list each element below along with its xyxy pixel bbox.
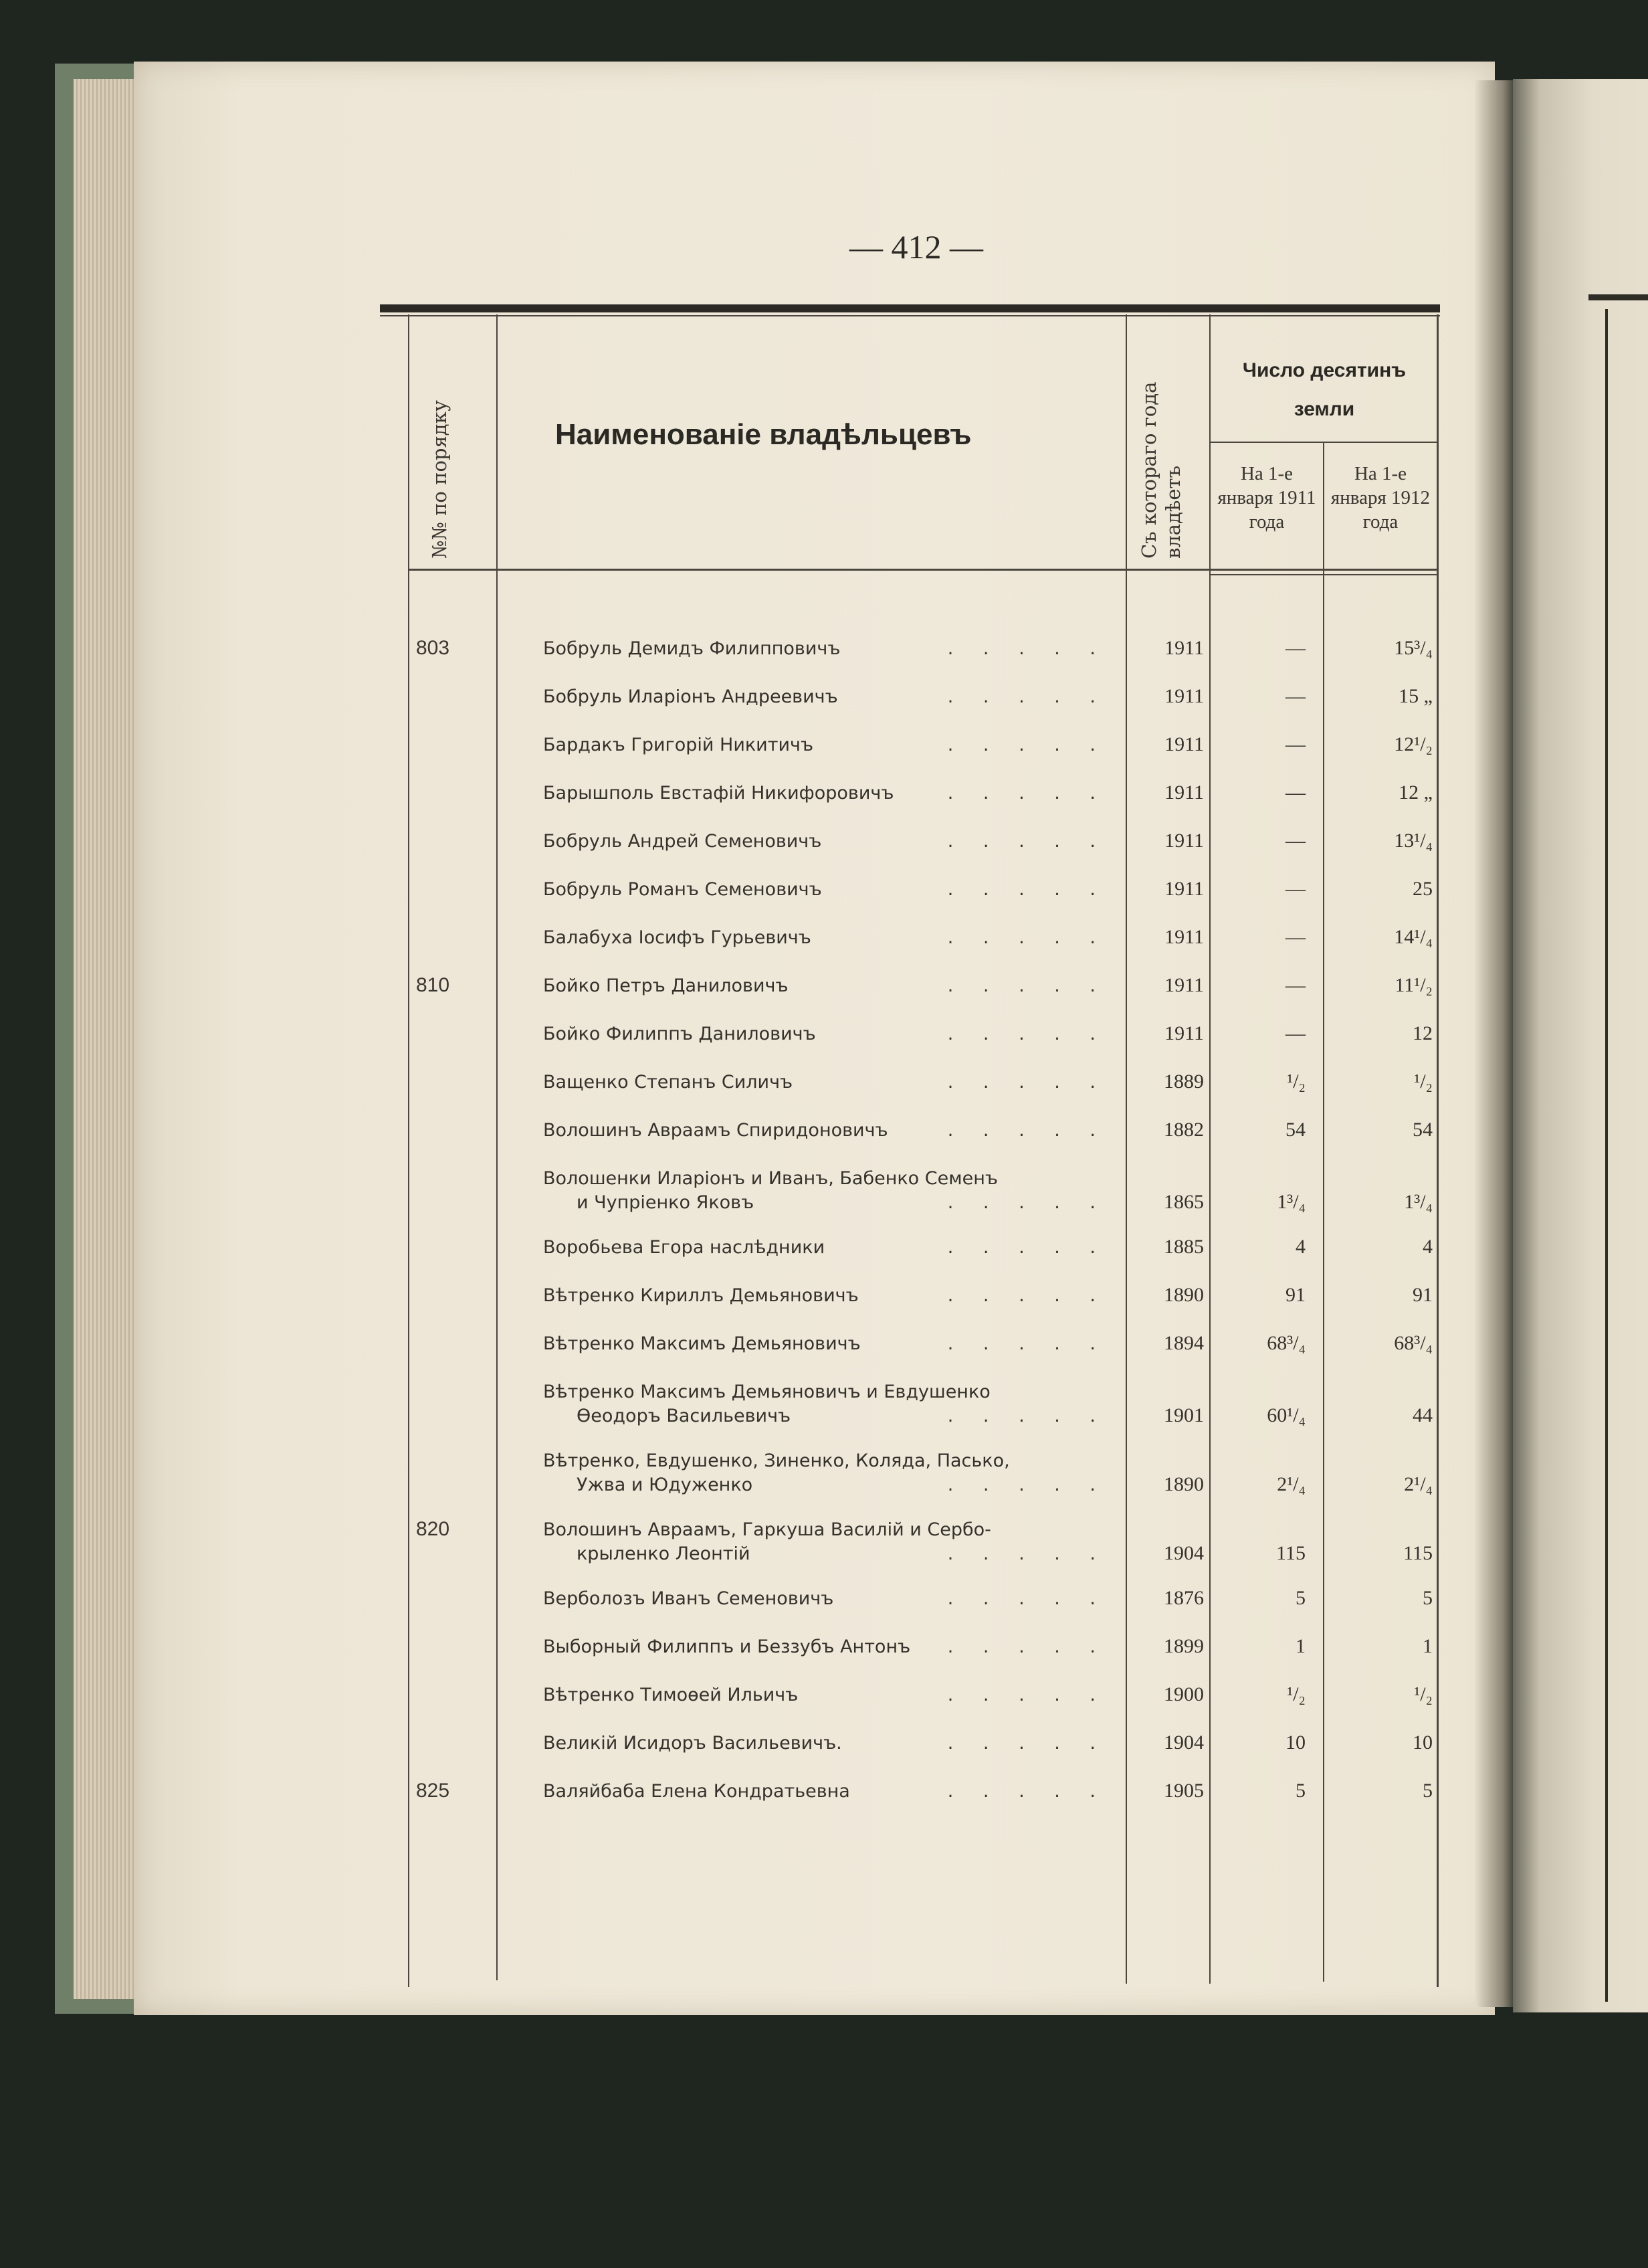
owner-name-line: Бобруль Романъ Семеновичъ — [543, 879, 822, 900]
row-land-1912: 5 — [1423, 1780, 1433, 1802]
row-since-year: 1911 — [1164, 830, 1204, 852]
row-since-year: 1899 — [1164, 1635, 1204, 1657]
row-owner-name — [543, 1380, 1120, 1428]
owner-name-line: Вѣтренко Максимъ Демьяновичъ — [543, 1333, 861, 1354]
owner-name-line: Валяйбаба Елена Кондратьевна — [543, 1781, 850, 1802]
row-owner-name — [543, 1731, 1120, 1756]
row-owner-name — [543, 1236, 1120, 1260]
row-owner-name — [543, 830, 1120, 854]
row-owner-name — [543, 1449, 1120, 1497]
owner-name-line: Воробьева Егора наслѣдники — [543, 1237, 825, 1258]
row-land-1912: 11¹/₂ — [1395, 974, 1433, 996]
row-owner-name — [543, 1070, 1120, 1095]
row-land-1912: 13¹/₄ — [1394, 830, 1433, 852]
row-land-1912: 12¹/₂ — [1394, 733, 1433, 755]
row-order-number: 825 — [416, 1780, 450, 1802]
owner-name-line: Ващенко Степанъ Силичъ — [543, 1072, 793, 1093]
leader-dots: . . . . . — [947, 686, 1108, 707]
row-land-1911: 5 — [1296, 1587, 1306, 1609]
row-land-1911: 115 — [1276, 1542, 1306, 1564]
row-land-1912: 44 — [1413, 1404, 1433, 1426]
row-land-1912: 12 — [1413, 1022, 1433, 1044]
leader-dots: . . . . . — [947, 783, 1108, 804]
row-owner-name — [543, 1587, 1120, 1611]
owner-name-line: Бойко Петръ Даниловичъ — [543, 975, 789, 996]
row-land-1912: ¹/₂ — [1414, 1683, 1433, 1705]
row-land-1912: 1 — [1423, 1635, 1433, 1657]
row-land-1911: 60¹/₄ — [1267, 1404, 1306, 1426]
table-top-rule — [380, 304, 1440, 312]
row-owner-name — [543, 1119, 1120, 1143]
leader-dots: . . . . . — [947, 1406, 1108, 1426]
owner-name-line-2: Ужва и Юдуженко — [577, 1475, 753, 1495]
owner-name-line-2: Ѳеодоръ Васильевичъ — [577, 1406, 791, 1426]
row-since-year: 1911 — [1164, 974, 1204, 996]
row-owner-name — [543, 1332, 1120, 1356]
leader-dots: . . . . . — [947, 1192, 1108, 1213]
row-since-year: 1900 — [1164, 1683, 1204, 1705]
leader-dots: . . . . . — [947, 1733, 1108, 1754]
row-land-1912: 25 — [1413, 878, 1433, 900]
leader-dots: . . . . . — [947, 1120, 1108, 1141]
row-land-1911: — — [1285, 781, 1306, 804]
owner-name-line: Волошинъ Авраамъ Спиридоновичъ — [543, 1120, 888, 1141]
leader-dots: . . . . . — [947, 1636, 1108, 1657]
leader-dots: . . . . . — [947, 1285, 1108, 1306]
leader-dots: . . . . . — [947, 1475, 1108, 1495]
leader-dots: . . . . . — [947, 975, 1108, 996]
row-land-1911: — — [1285, 878, 1306, 900]
row-land-1912: 14¹/₄ — [1394, 926, 1433, 948]
row-order-number: 803 — [416, 637, 450, 659]
leader-dots: . . . . . — [947, 927, 1108, 948]
row-land-1912: 10 — [1413, 1731, 1433, 1754]
row-order-number: 820 — [416, 1518, 450, 1540]
row-land-1911: — — [1285, 685, 1306, 707]
row-since-year: 1890 — [1164, 1473, 1204, 1495]
row-land-1911: 1³/₄ — [1277, 1191, 1306, 1213]
row-owner-name — [543, 974, 1120, 998]
owner-name-line: Вѣтренко Тимоѳей Ильичъ — [543, 1685, 799, 1705]
row-since-year: 1911 — [1164, 637, 1204, 659]
row-since-year: 1911 — [1164, 1022, 1204, 1044]
row-owner-name — [543, 1022, 1120, 1046]
row-since-year: 1865 — [1164, 1191, 1204, 1213]
header-owner-name: Наименованіе владѣльцевъ — [555, 418, 972, 451]
header-jan-1911: На 1-е января 1911 года — [1217, 463, 1316, 533]
leader-dots: . . . . . — [947, 1588, 1108, 1609]
row-land-1911: ¹/₂ — [1287, 1683, 1306, 1705]
owner-name-line: Балабуха Іосифъ Гурьевичъ — [543, 927, 811, 948]
header-bottom-rule — [408, 569, 1438, 571]
row-land-1911: 54 — [1285, 1119, 1306, 1141]
owner-name-line: Вѣтренко Максимъ Демьяновичъ и Евдушенко — [543, 1382, 991, 1402]
row-since-year: 1911 — [1164, 685, 1204, 707]
leader-dots: . . . . . — [947, 1781, 1108, 1802]
row-land-1911: — — [1285, 926, 1306, 948]
right-page-vline — [1605, 309, 1608, 2002]
owner-name-line: Барышполь Евстафій Никифоровичъ — [543, 783, 894, 804]
owner-name-line: Бобруль Иларіонъ Андреевичъ — [543, 686, 838, 707]
leader-dots: . . . . . — [947, 831, 1108, 852]
owner-name-line: Верболозъ Иванъ Семеновичъ — [543, 1588, 834, 1609]
row-since-year: 1890 — [1164, 1284, 1204, 1306]
row-land-1911: 1 — [1296, 1635, 1306, 1657]
table-top-rule-thin — [380, 315, 1440, 316]
leader-dots: . . . . . — [947, 1543, 1108, 1564]
row-since-year: 1889 — [1164, 1070, 1204, 1093]
row-owner-name — [543, 878, 1120, 902]
owner-name-line: Волошенки Иларіонъ и Иванъ, Бабенко Семенъ — [543, 1168, 998, 1189]
right-page-rule — [1588, 294, 1648, 300]
leader-dots: . . . . . — [947, 1685, 1108, 1705]
owner-name-line-2: и Чупріенко Яковъ — [577, 1192, 754, 1213]
column-divider — [1126, 314, 1127, 1984]
owner-name-line: Вѣтренко, Евдушенко, Зиненко, Коляда, Пасько, — [543, 1450, 1010, 1471]
row-since-year: 1911 — [1164, 926, 1204, 948]
owner-name-line: Великій Исидоръ Васильевичъ. — [543, 1733, 842, 1754]
row-since-year: 1882 — [1164, 1119, 1204, 1141]
row-land-1912: 2¹/₄ — [1404, 1473, 1433, 1495]
column-divider — [496, 314, 498, 1980]
owner-name-line: Бардакъ Григорій Никитичъ — [543, 735, 814, 755]
row-owner-name — [543, 1780, 1120, 1804]
row-owner-name — [543, 685, 1120, 709]
row-land-1911: ¹/₂ — [1287, 1070, 1306, 1093]
row-owner-name — [543, 1518, 1120, 1566]
owner-name-line: Бобруль Андрей Семеновичъ — [543, 831, 822, 852]
header-jan-1912: На 1-е января 1912 года — [1330, 463, 1431, 533]
row-since-year: 1876 — [1164, 1587, 1204, 1609]
row-land-1911: 91 — [1285, 1284, 1306, 1306]
row-land-1911: — — [1285, 733, 1306, 755]
owner-name-line: Выборный Филиппъ и Беззубъ Антонъ — [543, 1636, 911, 1657]
row-owner-name — [543, 1167, 1120, 1215]
header-since-year: Съ котораго года владѣетъ — [1138, 381, 1184, 559]
row-since-year: 1885 — [1164, 1236, 1204, 1258]
leader-dots: . . . . . — [947, 1333, 1108, 1354]
row-land-1912: 5 — [1423, 1587, 1433, 1609]
row-land-1911: — — [1285, 1022, 1306, 1044]
column-divider — [408, 314, 409, 1987]
owner-name-line: Бобруль Демидъ Филипповичъ — [543, 638, 841, 659]
owner-name-line: Вѣтренко Кириллъ Демьяновичъ — [543, 1285, 859, 1306]
row-land-1912: 115 — [1403, 1542, 1433, 1564]
row-owner-name — [543, 1683, 1120, 1707]
row-owner-name — [543, 1635, 1120, 1659]
owner-name-line: Волошинъ Авраамъ, Гаркуша Василій и Сербо- — [543, 1519, 991, 1540]
row-land-1911: — — [1285, 974, 1306, 996]
row-land-1912: 15³/₄ — [1394, 637, 1433, 659]
row-land-1912: 91 — [1413, 1284, 1433, 1306]
row-since-year: 1894 — [1164, 1332, 1204, 1354]
row-since-year: 1911 — [1164, 781, 1204, 804]
owner-name-line: Бойко Филиппъ Даниловичъ — [543, 1024, 816, 1044]
row-land-1912: 1³/₄ — [1404, 1191, 1433, 1213]
header-order-number: №№ по порядку — [428, 400, 451, 559]
owner-name-line-2: крыленко Леонтій — [577, 1543, 750, 1564]
row-owner-name — [543, 781, 1120, 806]
column-divider — [1209, 314, 1211, 1984]
leader-dots: . . . . . — [947, 1072, 1108, 1093]
leader-dots: . . . . . — [947, 1024, 1108, 1044]
row-land-1911: 2¹/₄ — [1277, 1473, 1306, 1495]
leader-dots: . . . . . — [947, 638, 1108, 659]
row-owner-name — [543, 733, 1120, 757]
row-since-year: 1911 — [1164, 878, 1204, 900]
row-land-1912: 4 — [1423, 1236, 1433, 1258]
row-land-1912: 12 „ — [1399, 781, 1433, 804]
row-land-1911: 4 — [1296, 1236, 1306, 1258]
column-divider — [1437, 314, 1439, 1987]
column-divider — [1323, 443, 1324, 1982]
row-since-year: 1911 — [1164, 733, 1204, 755]
row-land-1912: 54 — [1413, 1119, 1433, 1141]
leader-dots: . . . . . — [947, 879, 1108, 900]
row-owner-name — [543, 926, 1120, 950]
row-order-number: 810 — [416, 974, 450, 996]
row-land-1911: — — [1285, 830, 1306, 852]
page-number: — 412 — — [849, 228, 983, 266]
leader-dots: . . . . . — [947, 735, 1108, 755]
row-land-1911: 5 — [1296, 1780, 1306, 1802]
row-since-year: 1905 — [1164, 1780, 1204, 1802]
header-land-count: Число десятинъ земли — [1242, 359, 1407, 420]
row-since-year: 1901 — [1164, 1404, 1204, 1426]
header-bottom-rule-2 — [1211, 574, 1438, 575]
book-gutter — [1475, 80, 1515, 2007]
row-land-1912: 68³/₄ — [1394, 1332, 1433, 1354]
leader-dots: . . . . . — [947, 1237, 1108, 1258]
row-since-year: 1904 — [1164, 1731, 1204, 1754]
row-owner-name — [543, 637, 1120, 661]
row-land-1911: 10 — [1285, 1731, 1306, 1754]
row-owner-name — [543, 1284, 1120, 1308]
row-land-1911: — — [1285, 637, 1306, 659]
row-land-1911: 68³/₄ — [1267, 1332, 1306, 1354]
right-page-edge — [1513, 79, 1648, 2012]
row-land-1912: ¹/₂ — [1414, 1070, 1433, 1093]
row-land-1912: 15 „ — [1399, 685, 1433, 707]
row-since-year: 1904 — [1164, 1542, 1204, 1564]
